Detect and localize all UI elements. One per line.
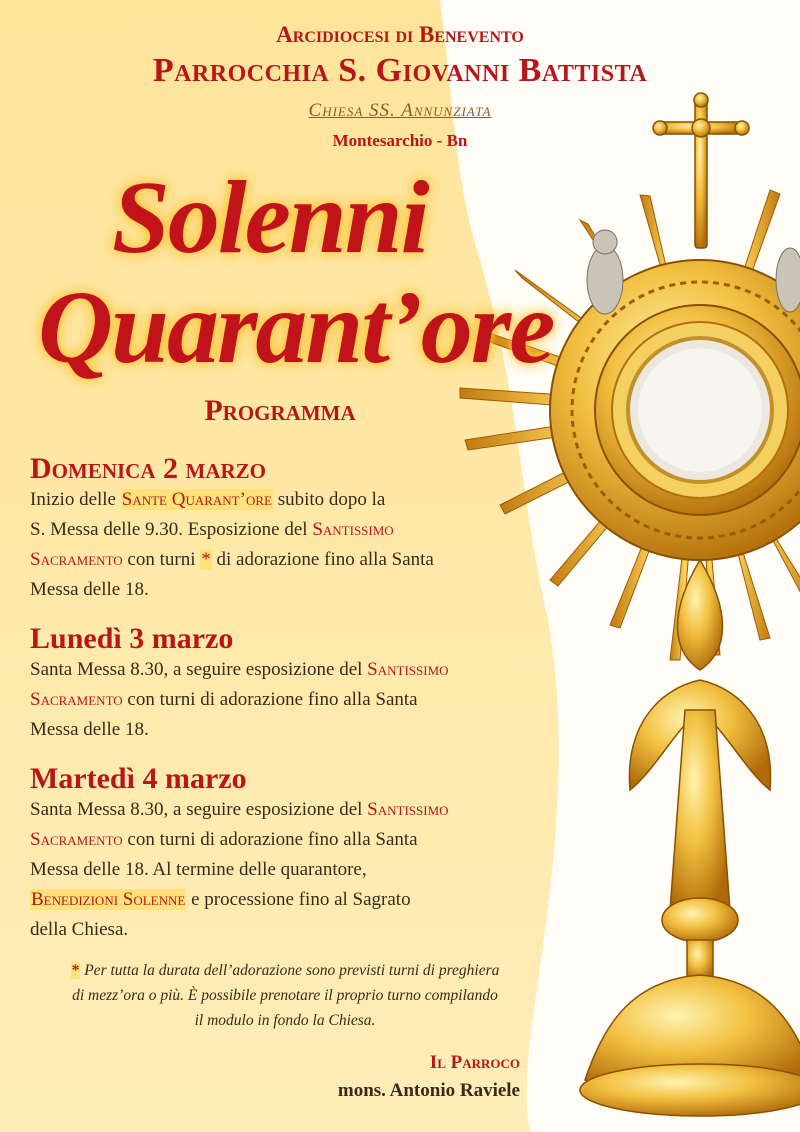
day-heading-monday: Lunedì 3 marzo xyxy=(30,622,234,655)
paragraph-line xyxy=(30,485,550,515)
day-text-sunday xyxy=(30,485,550,605)
diocese-label: Arcidiocesi di Benevento xyxy=(276,22,524,47)
note-line-3: il modulo in fondo la Chiesa. xyxy=(194,1012,376,1029)
signature-name: mons. Antonio Raviele xyxy=(337,1080,520,1101)
paragraph-line xyxy=(30,655,550,685)
text-run: con turni di adorazione fino alla Santa xyxy=(122,689,418,710)
text-run: subito dopo la xyxy=(272,489,386,510)
highlighted-text: Sante Quarant’ore xyxy=(121,489,272,510)
programma-heading: Programma xyxy=(204,394,356,427)
note-line-1: * Per tutta la durata dell’adorazione sono previsti turni di preghiera xyxy=(71,962,500,979)
day-text-tuesday xyxy=(30,795,550,945)
text-run: Messa delle 18. xyxy=(30,719,149,740)
highlighted-text: Benedizioni Solenne xyxy=(31,889,186,910)
day-heading-sunday: Domenica 2 marzo xyxy=(30,452,266,485)
highlighted-text: Sacramento xyxy=(30,549,123,570)
highlighted-text: * xyxy=(201,549,211,570)
monstrance-head xyxy=(550,260,800,560)
church-name: Chiesa SS. Annunziata xyxy=(308,100,492,121)
day-heading-tuesday: Martedì 4 marzo xyxy=(30,762,247,795)
text-run: della Chiesa. xyxy=(30,919,129,940)
highlighted-text: Sacramento xyxy=(30,829,123,850)
parish-title: Parrocchia S. Giovanni Battista xyxy=(152,52,648,89)
text-run: Messa delle 18. xyxy=(30,579,149,600)
paragraph-line xyxy=(30,825,550,855)
paragraph-line xyxy=(30,915,550,945)
text-run: e processione fino al Sagrato xyxy=(186,889,411,910)
paragraph-line xyxy=(30,715,550,745)
highlighted-text: Santissimo xyxy=(367,659,449,680)
town-label: Montesarchio - Bn xyxy=(332,131,468,150)
note-line-2: di mezz’ora o più. È possibile prenotare il proprio turno compilando xyxy=(72,987,498,1004)
text-run: Inizio delle xyxy=(30,489,121,510)
day-text-monday xyxy=(30,655,550,745)
text-run: con turni di adorazione fino alla Santa xyxy=(122,829,418,850)
text-run: S. Messa delle 9.30. Esposizione del xyxy=(30,519,313,540)
highlighted-text: Santissimo xyxy=(367,799,449,820)
text-run: di adorazione fino alla Santa xyxy=(211,549,434,570)
paragraph-line xyxy=(30,515,550,545)
paragraph-line xyxy=(30,685,550,715)
paragraph-line xyxy=(30,575,550,605)
paragraph-line xyxy=(30,545,550,575)
paragraph-line xyxy=(30,795,550,825)
text-run: Santa Messa 8.30, a seguire esposizione del xyxy=(30,799,368,820)
title-line-2: Quarant’ore xyxy=(38,270,554,385)
highlighted-text: Sacramento xyxy=(30,689,123,710)
asterisk-marker: * xyxy=(71,962,80,979)
text-run: Santa Messa 8.30, a seguire esposizione del xyxy=(30,659,368,680)
monstrance-stem xyxy=(580,560,800,1116)
highlighted-text: Santissimo xyxy=(312,519,394,540)
booking-note xyxy=(40,958,530,1033)
text-run: con turni xyxy=(122,549,201,570)
title-line-1: Solenni xyxy=(112,160,428,275)
paragraph-line xyxy=(30,855,550,885)
paragraph-line xyxy=(30,885,550,915)
text-run: Messa delle 18. Al termine delle quarantore, xyxy=(30,859,367,880)
signature-role: Il Parroco xyxy=(429,1052,520,1073)
